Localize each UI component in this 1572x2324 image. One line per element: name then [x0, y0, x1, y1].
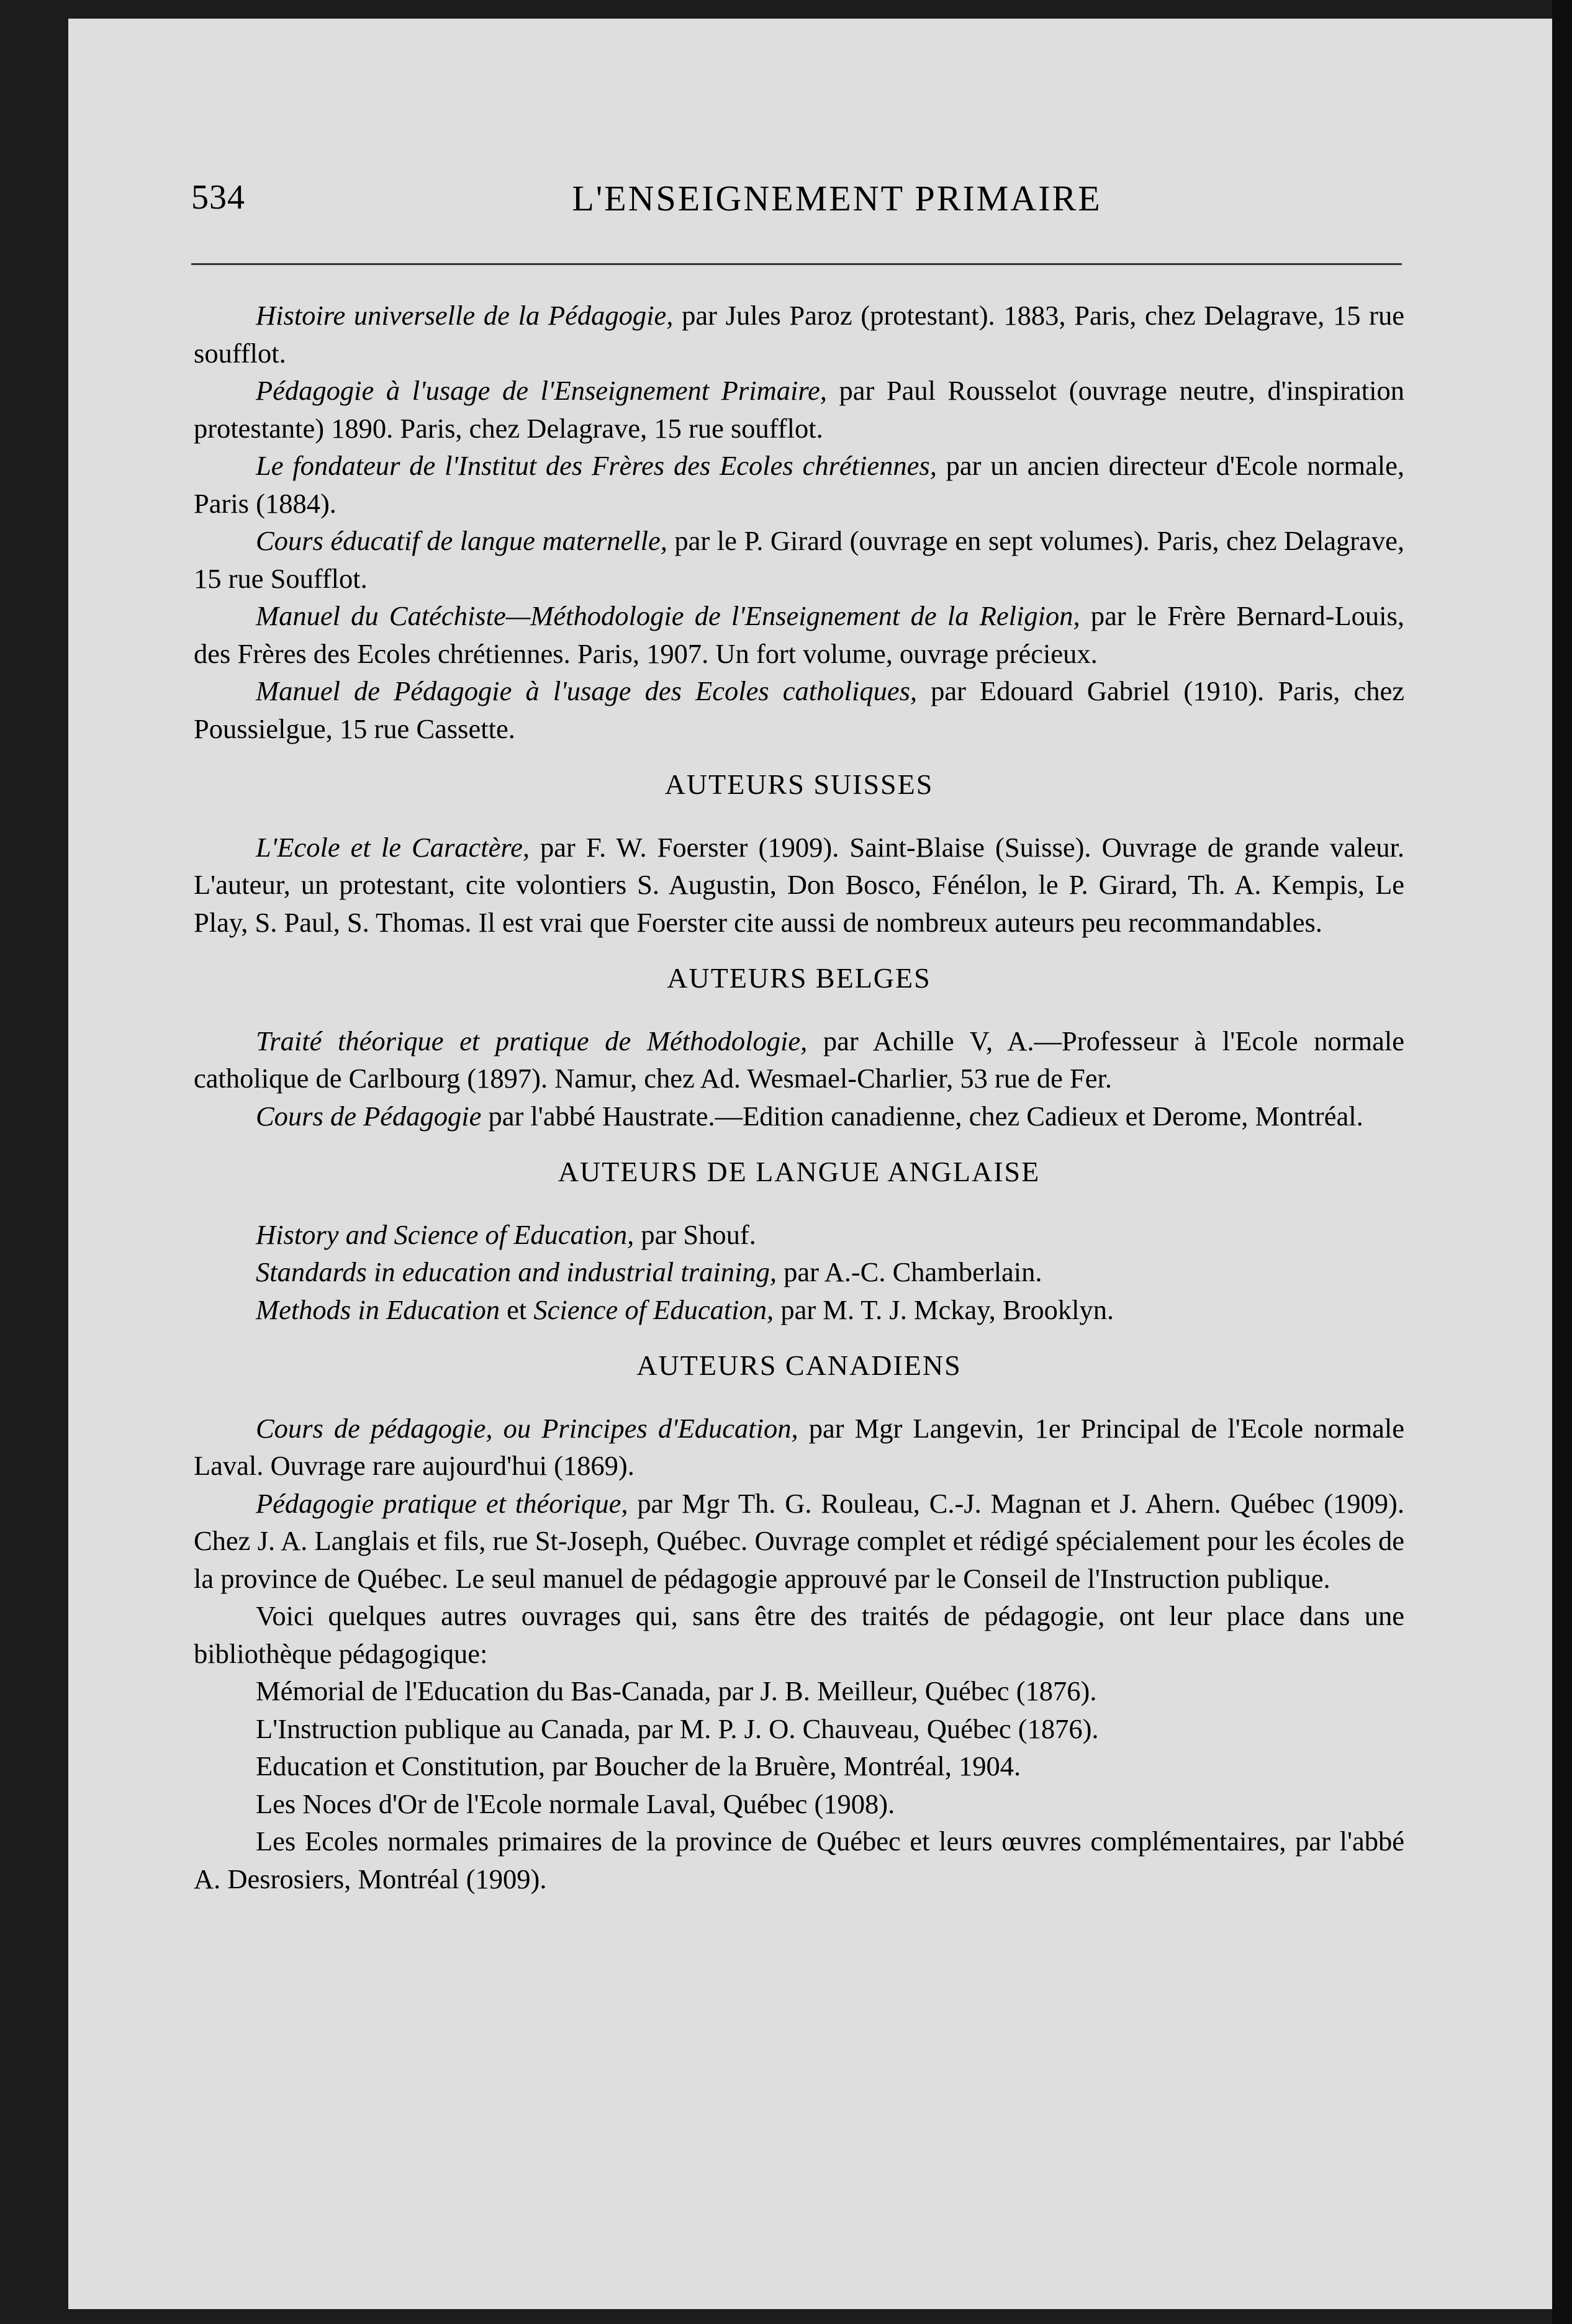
entry-title: Standards in education and industrial training,: [256, 1256, 777, 1287]
entry-text: par A.-C. Chamberlain.: [776, 1256, 1042, 1287]
scan-border: [1552, 0, 1572, 2324]
list-item-chauveau: [194, 1710, 1404, 1748]
entry-title: Cours de pédagogie, ou Principes d'Education,: [256, 1412, 798, 1444]
entry-title: Histoire universelle de la Pédagogie,: [256, 300, 674, 331]
entry-title: Science of Education,: [533, 1294, 774, 1325]
section-heading-canadiens: AUTEURS CANADIENS: [636, 1349, 962, 1381]
entry-title: L'Instruction publique au Canada,: [256, 1713, 631, 1744]
entry-text: par Achille V, A.—Professeur à l'Ecole normale catholique de Carlbourg (1897). Namur, chez Ad. Wesmael-Charlier, 53 rue de Fer.: [194, 1025, 1404, 1094]
entry-title: L'Ecole et le Caractère,: [256, 831, 530, 863]
entry-title: Education et Constitution,: [256, 1750, 545, 1781]
section-heading-anglaise: AUTEURS DE LANGUE ANGLAISE: [558, 1156, 1041, 1187]
entry-langevin: [194, 1410, 1404, 1485]
entry-title: Cours de Pédagogie: [256, 1100, 482, 1132]
entry-title: Manuel de Pédagogie à l'usage des Ecoles catholiques,: [256, 675, 918, 706]
entry-title: Manuel du Catéchiste—Méthodologie de l'Enseignement de la Religion,: [256, 600, 1080, 631]
entry-text: par l'abbé Haustrate.—Edition canadienne, chez Cadieux et Derome, Montréal.: [481, 1100, 1363, 1132]
list-item-desrosiers: [194, 1822, 1404, 1898]
entry-text: par Paul Rousselot (ouvrage neutre, d'inspiration protestante) 1890. Paris, chez Delagrave, 15 rue soufflot.: [194, 375, 1404, 444]
entry-text: par J. B. Meilleur, Québec (1876).: [711, 1675, 1097, 1706]
entry-foerster: [194, 829, 1404, 942]
entry-chamberlain: [194, 1253, 1404, 1291]
entry-haustrate: [194, 1097, 1404, 1135]
entry-fondateur: [194, 447, 1404, 522]
entry-text: par Mgr Th. G. Rouleau, C.-J. Magnan et J. Ahern. Québec (1909). Chez J. A. Langlais et fils, rue St-Joseph, Québec. Ouvrage complet et rédigé spécialement pour les écoles de la province de Québec. Le seul manuel de pédagogie approuvé par le Conseil de l'Instruction publique.: [194, 1487, 1404, 1594]
entry-mckay: [194, 1291, 1404, 1329]
entry-title: Pédagogie pratique et théorique,: [256, 1487, 628, 1519]
entry-title: Cours éducatif de langue maternelle,: [256, 525, 667, 556]
entry-title: Pédagogie à l'usage de l'Enseignement Primaire,: [256, 375, 827, 406]
entry-shouf: [194, 1216, 1404, 1254]
page-header: [191, 178, 1483, 227]
entry-text: par le Frère Bernard-Louis, des Frères des Ecoles chrétiennes. Paris, 1907. Un fort volume, ouvrage précieux.: [194, 600, 1404, 669]
entry-achille: [194, 1022, 1404, 1097]
entry-title: Mémorial de l'Education du Bas-Canada,: [256, 1675, 711, 1706]
running-title: L'ENSEIGNEMENT PRIMAIRE: [572, 178, 1102, 218]
section-heading-suisses: AUTEURS SUISSES: [664, 768, 934, 800]
entry-rouleau: [194, 1485, 1404, 1598]
list-item-bruere: [194, 1747, 1404, 1785]
entry-text: par M. T. J. Mckay, Brooklyn.: [774, 1294, 1114, 1325]
entry-title: Les Ecoles normales primaires de la province de Québec et leurs œuvres complémentaires,: [256, 1826, 1286, 1857]
entry-text: par Edouard Gabriel (1910). Paris, chez Poussielgue, 15 rue Cassette.: [194, 675, 1404, 744]
entry-text: Québec (1908).: [716, 1788, 895, 1819]
entry-text: par Shouf.: [634, 1218, 756, 1250]
entry-gabriel: [194, 672, 1404, 747]
entry-title: History and Science of Education,: [256, 1218, 635, 1250]
header-rule: [191, 263, 1402, 265]
entry-catechiste: [194, 597, 1404, 672]
section-heading-belges: AUTEURS BELGES: [667, 962, 931, 994]
page-number: 534: [191, 178, 245, 217]
entry-text: par un ancien directeur d'Ecole normale, Paris (1884).: [194, 450, 1404, 519]
entry-title: Les Noces d'Or de l'Ecole normale Laval,: [256, 1788, 716, 1819]
page-body: [194, 297, 1404, 1898]
entry-girard: [194, 522, 1404, 597]
entry-title: Le fondateur de l'Institut des Frères des Ecoles chrétiennes,: [256, 450, 937, 481]
entry-text: par Mgr Langevin, 1er Principal de l'Ecole normale Laval. Ouvrage rare aujourd'hui (1869).: [194, 1412, 1404, 1481]
list-item-meilleur: [194, 1672, 1404, 1710]
entry-paroz: [194, 297, 1404, 372]
intro-paragraph: Voici quelques autres ouvrages qui, sans être des traités de pédagogie, ont leur place dans une bibliothèque pédagogique:: [194, 1600, 1404, 1669]
entry-text: par l'abbé A. Desrosiers, Montréal (1909).: [194, 1826, 1404, 1894]
entry-rousselot: [194, 372, 1404, 447]
list-item-noces: [194, 1785, 1404, 1823]
entry-text: par Boucher de la Bruère, Montréal, 1904.: [544, 1750, 1021, 1781]
entry-text: par Jules Paroz (protestant). 1883, Paris, chez Delagrave, 15 rue soufflot.: [194, 300, 1405, 369]
entry-text: et: [500, 1294, 534, 1325]
entry-text: par F. W. Foerster (1909). Saint-Blaise (Suisse). Ouvrage de grande valeur. L'auteur, un protestant, cite volontiers S. Augustin, Don Bosco, Fénélon, le P. Girard, Th. A. Kempis, Le Play, S. Paul, S. Thomas. Il est vrai que Foerster cite aussi de nombreux auteurs peu recommandables.: [194, 831, 1404, 938]
entry-title: Methods in Education: [256, 1294, 500, 1325]
entry-text: par le P. Girard (ouvrage en sept volumes). Paris, chez Delagrave, 15 rue Soufflot.: [194, 525, 1405, 594]
entry-text: par M. P. J. O. Chauveau, Québec (1876).: [630, 1713, 1099, 1744]
entry-title: Traité théorique et pratique de Méthodologie,: [256, 1025, 808, 1056]
